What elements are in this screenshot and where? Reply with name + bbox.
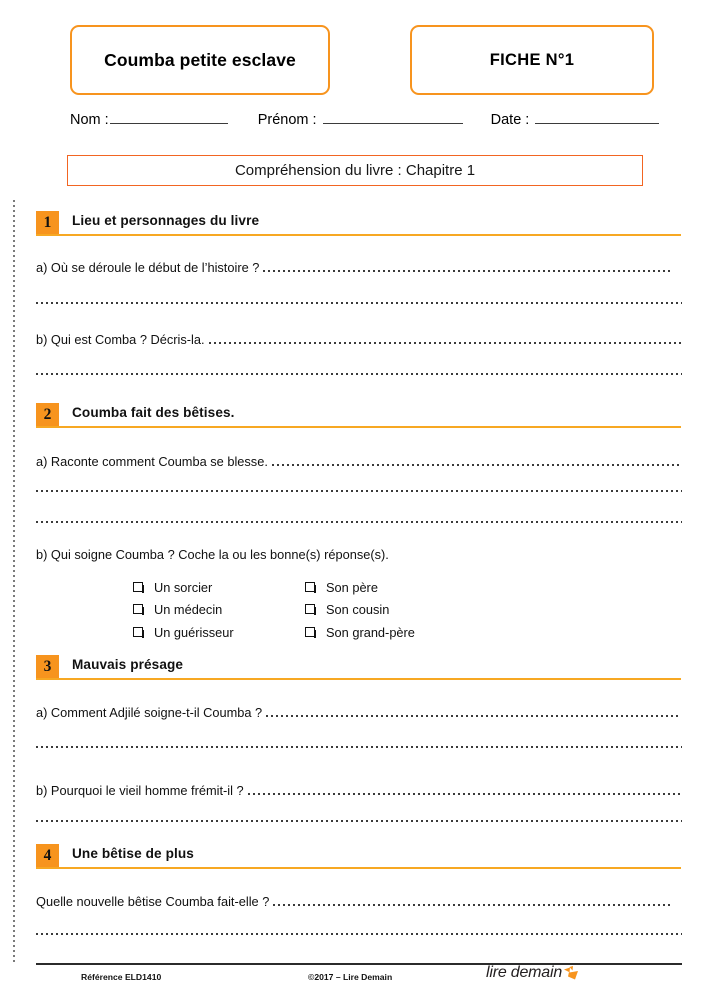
footer [36, 964, 682, 998]
nom-label: Nom : [70, 112, 109, 128]
checkbox-icon[interactable] [133, 627, 143, 637]
left-dotted-guide [13, 200, 15, 963]
question-3a [36, 705, 682, 722]
question-2a-text: a) Raconte comment Coumba se blesse. [36, 454, 268, 469]
footer-divider [36, 963, 682, 965]
prenom-label: Prénom : [257, 112, 317, 128]
checkbox-icon[interactable] [133, 604, 143, 614]
date-label: Date : [490, 112, 530, 128]
footer-copyright: ©2017 – Lire Demain [308, 972, 393, 982]
section-title-1: Lieu et personnages du livre [72, 213, 260, 228]
section-number-badge-2: 2 [36, 403, 59, 426]
date-field[interactable] [491, 110, 660, 128]
section-header-2 [36, 403, 681, 429]
option-son-grand-pere[interactable] [305, 623, 415, 641]
option-label: Son grand-père [326, 624, 415, 640]
sheet-number-box [410, 25, 654, 95]
section-header-3 [36, 655, 681, 681]
section-header-1 [36, 211, 681, 237]
answer-line-1b-1[interactable] [209, 333, 682, 347]
answer-line-3a-1[interactable] [266, 706, 678, 720]
section-rule-4 [36, 867, 681, 869]
section-header-4 [36, 844, 681, 870]
answer-line-1a-2[interactable] [36, 302, 682, 304]
option-label: Un médecin [154, 601, 223, 617]
option-son-pere[interactable] [305, 578, 378, 596]
section-rule-1 [36, 234, 681, 236]
nom-input[interactable] [110, 110, 228, 124]
comprehension-banner [67, 155, 643, 186]
question-4a [36, 894, 682, 911]
answer-line-4a-1[interactable] [273, 895, 671, 909]
answer-line-2a-2[interactable] [36, 490, 682, 492]
question-1b-text: b) Qui est Comba ? Décris-la. [36, 332, 205, 347]
section-rule-3 [36, 678, 681, 680]
sheet-number-label: FICHE N°1 [489, 50, 575, 69]
checkbox-icon[interactable] [133, 582, 143, 592]
lire-demain-logo [486, 964, 580, 982]
question-4a-text: Quelle nouvelle bêtise Coumba fait-elle ? [36, 894, 270, 909]
logo-text: lire demain [486, 964, 563, 981]
checkbox-icon[interactable] [305, 582, 315, 592]
date-input[interactable] [535, 110, 659, 124]
option-label: Son père [326, 579, 378, 595]
section-title-3: Mauvais présage [72, 657, 184, 672]
section-title-4: Une bêtise de plus [72, 846, 194, 861]
question-3b [36, 783, 682, 800]
prenom-field[interactable] [258, 110, 463, 128]
question-1a-text: a) Où se déroule le début de l’histoire ? [36, 260, 260, 275]
option-un-medecin[interactable] [133, 600, 222, 618]
option-son-cousin[interactable] [305, 600, 389, 618]
answer-line-3b-2[interactable] [36, 820, 682, 822]
checkbox-icon[interactable] [305, 627, 315, 637]
question-3b-text: b) Pourquoi le vieil homme frémit-il ? [36, 783, 244, 798]
question-1b [36, 332, 682, 349]
answer-line-3a-2[interactable] [36, 746, 682, 748]
answer-line-1b-2[interactable] [36, 373, 682, 375]
option-label: Un guérisseur [154, 624, 234, 640]
section-rule-2 [36, 426, 681, 428]
option-un-sorcier[interactable] [133, 578, 212, 596]
option-label: Son cousin [326, 601, 390, 617]
section-title-2: Coumba fait des bêtises. [72, 405, 235, 420]
option-label: Un sorcier [154, 579, 213, 595]
comprehension-banner-text: Compréhension du livre : Chapitre 1 [234, 162, 476, 179]
question-3a-text: a) Comment Adjilé soigne-t-il Coumba ? [36, 705, 263, 720]
prenom-input[interactable] [323, 110, 463, 124]
book-title-box [70, 25, 330, 95]
section-number-badge-4: 4 [36, 844, 59, 867]
section-number-badge-1: 1 [36, 211, 59, 234]
identity-line [70, 110, 670, 134]
book-title: Coumba petite esclave [104, 49, 296, 70]
option-un-guerisseur[interactable] [133, 623, 234, 641]
answer-line-2a-1[interactable] [272, 455, 682, 469]
logo-swoosh-icon [563, 966, 580, 981]
question-2a [36, 454, 682, 471]
answer-line-3b-1[interactable] [248, 784, 682, 798]
answer-line-1a-1[interactable] [263, 261, 673, 275]
footer-reference: Référence ELD1410 [81, 972, 162, 982]
checkbox-icon[interactable] [305, 604, 315, 614]
question-2b-text: b) Qui soigne Coumba ? Coche la ou les bonne(s) réponse(s). [36, 547, 389, 562]
header-row [0, 25, 707, 95]
answer-line-4a-2[interactable] [36, 933, 682, 935]
nom-field[interactable] [70, 110, 228, 128]
question-2b [36, 547, 682, 564]
answer-line-2a-3[interactable] [36, 521, 682, 523]
question-1a [36, 260, 682, 277]
section-number-badge-3: 3 [36, 655, 59, 678]
